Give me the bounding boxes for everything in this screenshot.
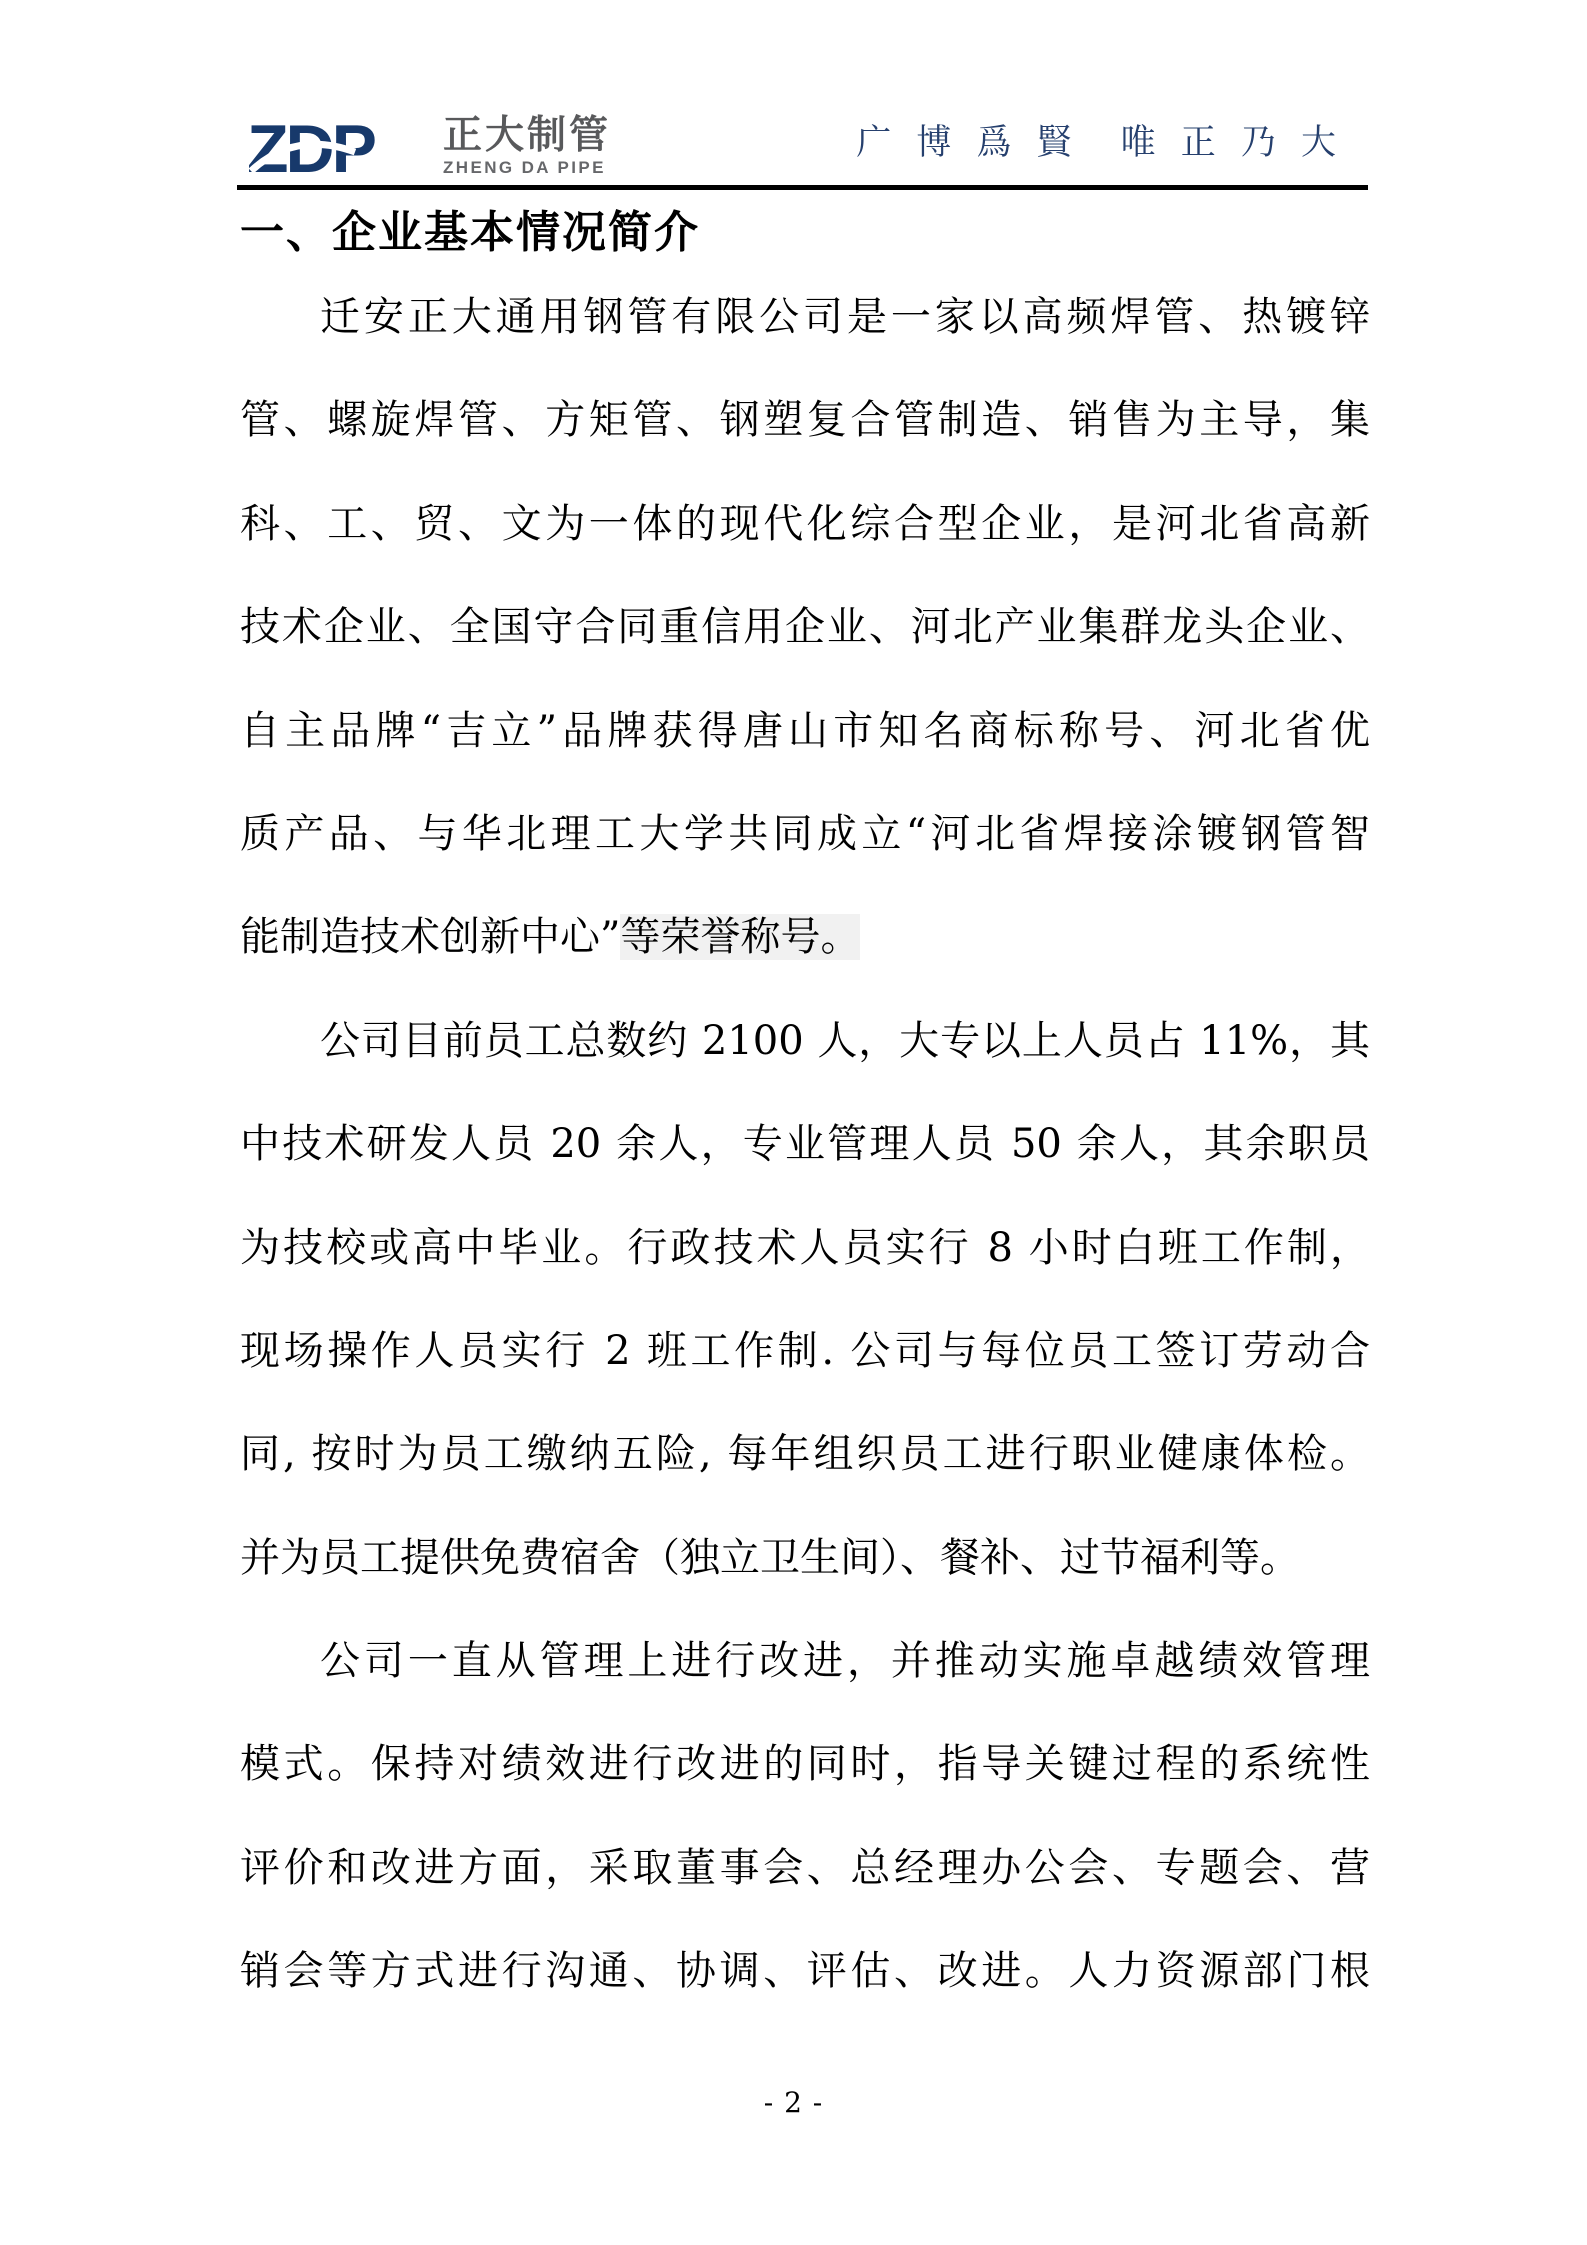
- section-title: 一、企业基本情况简介: [240, 207, 700, 258]
- paragraph-2: [240, 990, 1370, 1610]
- text-segment: 能制造技术创新中心”: [240, 914, 621, 961]
- highlighted-text: 等荣誉称号。: [620, 914, 861, 961]
- text-line: 自主品牌“吉立”品牌获得唐山市知名商标称号、河北省优: [240, 707, 1370, 754]
- text-line: 公司目前员工总数约 2100 人，大专以上人员占 11%，其: [320, 1017, 1370, 1064]
- logo-text-column: [443, 112, 611, 178]
- text-line: 管、螺旋焊管、方矩管、钢塑复合管制造、销售为主导，集: [240, 397, 1370, 444]
- text-line: 现场操作人员实行 2 班工作制. 公司与每位员工签订劳动合: [240, 1327, 1370, 1374]
- document-body: [240, 266, 1370, 2024]
- header-rule: [237, 185, 1368, 190]
- header-slogan: 广 博 爲 賢 唯 正 乃 大: [856, 123, 1343, 163]
- text-line: 评价和改进方面，采取董事会、总经理办公会、专题会、营: [240, 1844, 1370, 1891]
- text-line: 科、工、贸、文为一体的现代化综合型企业，是河北省高新: [240, 500, 1370, 547]
- text-line: 销会等方式进行沟通、协调、评估、改进。人力资源部门根: [240, 1948, 1370, 1995]
- text-line: 中技术研发人员 20 余人，专业管理人员 50 余人，其余职员: [240, 1121, 1370, 1168]
- text-line: 模式。保持对绩效进行改进的同时，指导关键过程的系统性: [240, 1741, 1370, 1788]
- paragraph-3: [240, 1610, 1370, 2024]
- logo-en-text: ZHENG DA PIPE: [443, 158, 606, 177]
- text-line: 迁安正大通用钢管有限公司是一家以高频焊管、热镀锌: [320, 294, 1370, 340]
- company-logo: [247, 112, 611, 184]
- text-line: 并为员工提供免费宿舍（独立卫生间）、餐补、过节福利等。: [240, 1534, 1300, 1581]
- logo-cn-text: 正大制管: [443, 114, 612, 157]
- text-line: 质产品、与华北理工大学共同成立“河北省焊接涂镀钢管智: [240, 810, 1370, 857]
- paragraph-1: [240, 266, 1370, 990]
- text-line: 为技校或高中毕业。行政技术人员实行 8 小时白班工作制，: [240, 1224, 1370, 1271]
- page-number: - 2 -: [763, 2086, 824, 2119]
- zdp-logo-icon: [247, 112, 425, 184]
- text-line: 公司一直从管理上进行改进，并推动实施卓越绩效管理: [320, 1638, 1370, 1685]
- text-line: [240, 886, 1370, 989]
- text-line: 技术企业、全国守合同重信用企业、河北产业集群龙头企业、: [240, 604, 1370, 651]
- text-line: 同, 按时为员工缴纳五险, 每年组织员工进行职业健康体检。: [240, 1431, 1370, 1478]
- zdp-monogram-text: ZDP: [247, 112, 374, 184]
